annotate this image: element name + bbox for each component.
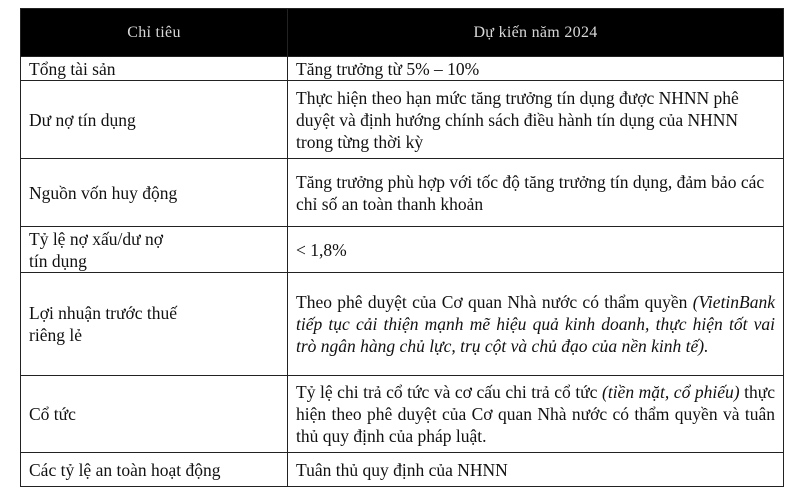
indicator-line: tín dụng xyxy=(29,250,87,271)
plan-cell: Tăng trưởng phù hợp với tốc độ tăng trưởng tín dụng, đảm bảo các chỉ số an toàn thanh khoản xyxy=(288,159,784,227)
indicator-cell xyxy=(21,273,288,376)
plan-cell: < 1,8% xyxy=(288,227,784,273)
plan-cell xyxy=(288,273,784,376)
table-row xyxy=(21,81,784,159)
indicator-cell: Các tỷ lệ an toàn hoạt động xyxy=(21,453,288,487)
table-row xyxy=(21,376,784,453)
plan-cell: Thực hiện theo hạn mức tăng trưởng tín dụng được NHNN phê duyệt và định hướng chính sách điều hành tín dụng của NHNN trong từng thời kỳ xyxy=(288,81,784,159)
indicator-line: riêng lẻ xyxy=(29,325,82,345)
plan-italic-note: (tiền mặt, cổ phiếu) xyxy=(602,382,740,402)
plan-text: Tỷ lệ chi trả cổ tức và cơ cấu chi trả cổ tức xyxy=(296,382,598,402)
table-row xyxy=(21,57,784,81)
header-indicator: Chỉ tiêu xyxy=(21,9,288,57)
plan-cell: Tăng trưởng từ 5% – 10% xyxy=(288,57,784,81)
table-row xyxy=(21,159,784,227)
indicator-cell: Nguồn vốn huy động xyxy=(21,159,288,227)
plan-italic-note: (VietinBank tiếp tục cải thiện mạnh mẽ hiệu quả kinh doanh, thực hiện tốt vai trò ngân hàng chủ lực, trụ cột và chủ đạo của nền kinh tế). xyxy=(296,292,775,356)
plan-cell xyxy=(288,376,784,453)
indicator-cell: Tổng tài sản xyxy=(21,57,288,81)
indicator-line: Tỷ lệ nợ xấu/dư nợ xyxy=(29,228,163,249)
plan-text: Theo phê duyệt của Cơ quan Nhà nước có thẩm quyền xyxy=(296,292,688,312)
table-row xyxy=(21,453,784,487)
plan-cell: Tuân thủ quy định của NHNN xyxy=(288,453,784,487)
indicator-line: Lợi nhuận trước thuế xyxy=(29,303,178,323)
indicator-cell xyxy=(21,227,288,273)
business-plan-table xyxy=(20,8,784,487)
table-header-row xyxy=(21,9,784,57)
table-row xyxy=(21,227,784,273)
plan-text: thực hiện theo phê duyệt của Cơ quan Nhà nước có thẩm quyền và tuân thủ quy định của pháp luật. xyxy=(296,382,776,446)
table-row xyxy=(21,273,784,376)
indicator-cell: Cổ tức xyxy=(21,376,288,453)
header-plan: Dự kiến năm 2024 xyxy=(288,9,784,57)
indicator-cell: Dư nợ tín dụng xyxy=(21,81,288,159)
